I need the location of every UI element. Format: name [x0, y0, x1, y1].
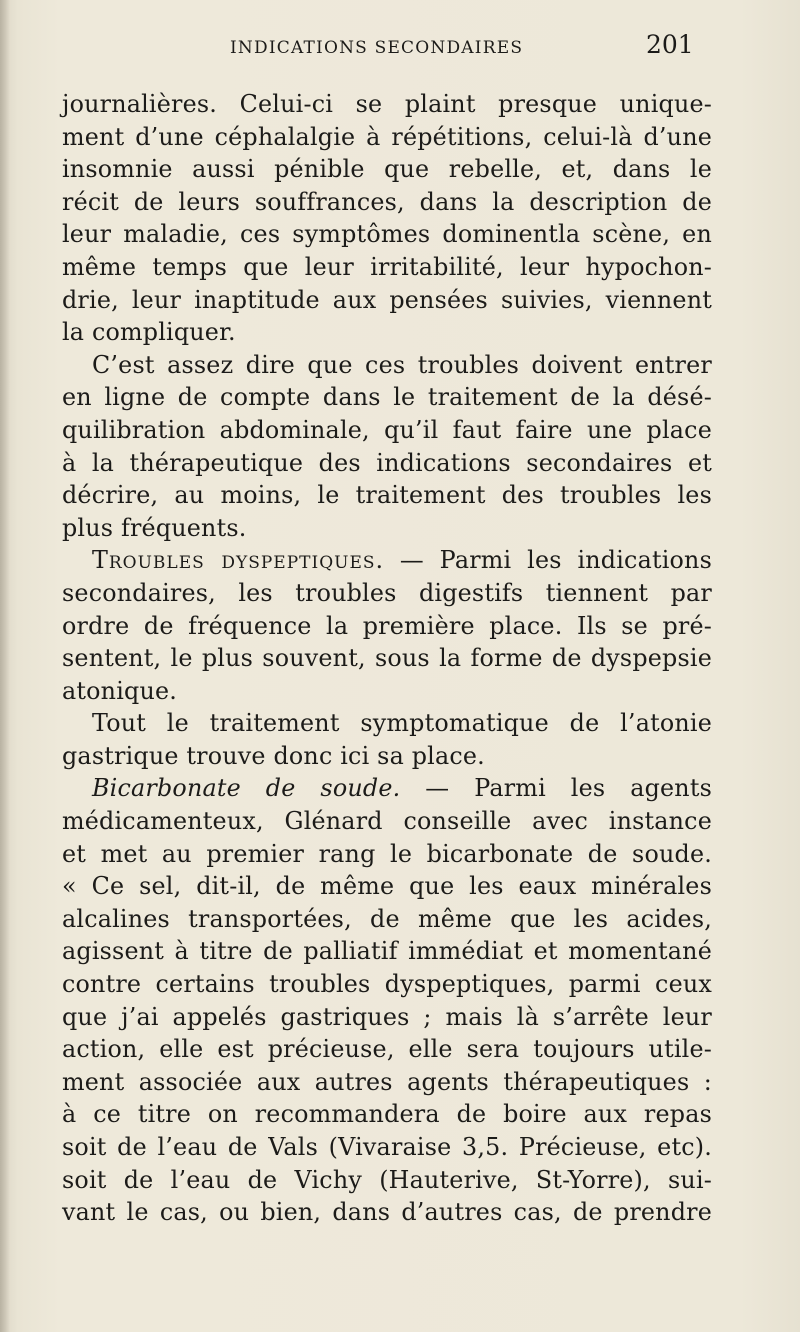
text-line: contre certains troubles dyspeptiques, parmi ceux [62, 970, 712, 999]
text-line: plus fréquents. [62, 513, 247, 542]
text-line: leur maladie, ces symptômes dominentla scène, en [62, 220, 712, 249]
section-heading-bicarbonate: Bicarbonate de soude. [92, 774, 401, 803]
section-first-line [62, 544, 712, 577]
text-line: atonique. [62, 676, 178, 705]
paragraph-first-line: Tout le traitement symptomatique de l’atonie [92, 709, 712, 738]
text-line: ordre de fréquence la première place. Ils se pré- [62, 611, 712, 640]
text-line: action, elle est précieuse, elle sera toujours utile- [62, 1035, 712, 1064]
text-line: et met au premier rang le bicarbonate de soude. [62, 839, 712, 868]
page-number: 201 [646, 30, 694, 59]
text-line: la compliquer. [62, 318, 236, 347]
running-header: INDICATIONS SECONDAIRES [230, 38, 524, 58]
text-run: — Parmi les agents [425, 774, 712, 803]
text-line: alcalines transportées, de même que les acides, [62, 904, 712, 933]
text-line: vant le cas, ou bien, dans d’autres cas, de prendre [62, 1198, 712, 1227]
text-line: gastrique trouve donc ici sa place. [62, 741, 485, 770]
text-line: ment d’une céphalalgie à répétitions, celui-là d’une [62, 122, 712, 151]
body-text [62, 88, 712, 1229]
text-line: même temps que leur irritabilité, leur hypochon- [62, 252, 712, 281]
section-first-line [62, 772, 712, 805]
text-line: sentent, le plus souvent, sous la forme de dyspepsie [62, 644, 712, 673]
text-run: — Parmi les indications [399, 546, 712, 575]
text-line: à la thérapeutique des indications secondaires et [62, 448, 712, 477]
text-line: soit de l’eau de Vals (Vivaraise 3,5. Précieuse, etc). [62, 1133, 712, 1161]
text-line: médicamenteux, Glénard conseille avec instance [62, 807, 712, 836]
section-heading-dyspeptic: Troubles dyspeptiques. [92, 546, 385, 575]
text-line: agissent à titre de palliatif immédiat et momentané [62, 937, 712, 966]
text-line: journalières. Celui-ci se plaint presque unique- [62, 90, 712, 118]
text-line: récit de leurs souffrances, dans la description de [62, 187, 712, 216]
text-line: en ligne de compte dans le traitement de la désé- [62, 383, 712, 412]
text-line: que j’ai appelés gastriques ; mais là s’arrête leur [62, 1002, 712, 1031]
text-line: « Ce sel, dit-il, de même que les eaux minérales [62, 872, 712, 901]
paragraph-first-line: C’est assez dire que ces troubles doivent entrer [92, 350, 712, 379]
page-gutter-shadow [0, 0, 10, 1332]
text-line: quilibration abdominale, qu’il faut faire une place [62, 415, 712, 444]
text-line: à ce titre on recommandera de boire aux repas [62, 1100, 712, 1129]
text-line: secondaires, les troubles digestifs tiennent par [62, 578, 712, 607]
text-line: ment associée aux autres agents thérapeutiques : [62, 1067, 712, 1096]
text-line: soit de l’eau de Vichy (Hauterive, St-Yorre), sui- [62, 1165, 712, 1194]
text-line: insomnie aussi pénible que rebelle, et, dans le [62, 155, 712, 184]
text-line: décrire, au moins, le traitement des troubles les [62, 481, 712, 510]
text-line: drie, leur inaptitude aux pensées suivies, viennent [62, 285, 712, 314]
